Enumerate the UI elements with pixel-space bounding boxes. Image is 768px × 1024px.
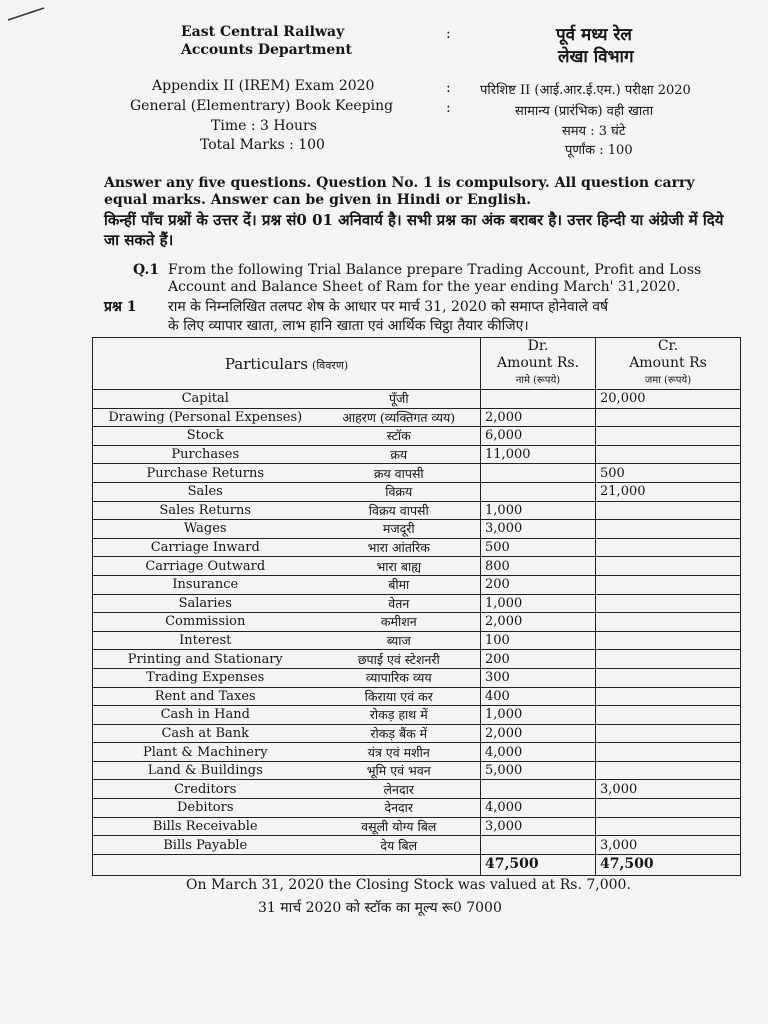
amount-cr bbox=[596, 538, 741, 557]
closing-stock-note-en: On March 31, 2020 the Closing Stock was valued at Rs. 7,000. bbox=[186, 877, 631, 893]
subject-colon: : bbox=[446, 100, 451, 116]
amount-dr: 3,000 bbox=[481, 520, 596, 539]
amount-cr bbox=[596, 817, 741, 836]
question-text-en-line2: Account and Balance Sheet of Ram for the year ending March' 31,2020. bbox=[168, 279, 681, 295]
particular-hi: रोकड़ हाथ में bbox=[318, 706, 481, 725]
amount-cr bbox=[596, 520, 741, 539]
amount-dr: 3,000 bbox=[481, 817, 596, 836]
amount-dr bbox=[481, 836, 596, 855]
amount-cr bbox=[596, 575, 741, 594]
amount-cr: 500 bbox=[596, 464, 741, 483]
particular-en: Drawing (Personal Expenses) bbox=[93, 408, 318, 427]
trial-balance-table bbox=[92, 337, 741, 876]
header-particulars-hi: (विवरण) bbox=[312, 358, 349, 372]
particular-hi: भारा आंतरिक bbox=[318, 538, 481, 557]
header-particulars-en: Particulars bbox=[224, 354, 308, 373]
table-row bbox=[93, 650, 741, 669]
particular-en: Capital bbox=[93, 390, 318, 409]
exam-title-hi: परिशिष्ट II (आई.आर.ई.एम.) परीक्षा 2020 bbox=[480, 83, 691, 98]
amount-dr bbox=[481, 464, 596, 483]
particular-en: Sales bbox=[93, 482, 318, 501]
header-colon: : bbox=[446, 26, 451, 42]
amount-dr: 200 bbox=[481, 575, 596, 594]
header-dr-amount: Amount Rs. bbox=[496, 355, 580, 371]
particular-en: Rent and Taxes bbox=[93, 687, 318, 706]
particular-hi: वेतन bbox=[318, 594, 481, 613]
closing-stock-note-hi: 31 मार्च 2020 को स्टॉक का मूल्य रू0 7000 bbox=[258, 900, 502, 916]
particular-hi: यंत्र एवं मशीन bbox=[318, 743, 481, 762]
total-label-cell bbox=[93, 854, 481, 875]
particular-hi: वसूली योग्य बिल bbox=[318, 817, 481, 836]
amount-dr: 4,000 bbox=[481, 743, 596, 762]
particular-hi: लेनदार bbox=[318, 780, 481, 799]
marks-hi: पूर्णांक : 100 bbox=[565, 143, 633, 158]
amount-cr: 20,000 bbox=[596, 390, 741, 409]
particular-hi: मजदूरी bbox=[318, 520, 481, 539]
amount-cr: 3,000 bbox=[596, 780, 741, 799]
header-dr-hi: नामे (रूपये) bbox=[515, 375, 561, 386]
amount-cr bbox=[596, 427, 741, 446]
particular-hi: रोकड़ बैंक में bbox=[318, 724, 481, 743]
question-number-en: Q.1 bbox=[133, 262, 160, 278]
org-name-en: East Central Railway bbox=[181, 24, 345, 40]
particular-en: Plant & Machinery bbox=[93, 743, 318, 762]
table-row bbox=[93, 594, 741, 613]
amount-dr: 6,000 bbox=[481, 427, 596, 446]
time-hi: समय : 3 घंटे bbox=[562, 124, 626, 139]
amount-cr bbox=[596, 557, 741, 576]
amount-cr bbox=[596, 668, 741, 687]
table-row bbox=[93, 408, 741, 427]
particular-hi: विक्रय bbox=[318, 482, 481, 501]
particular-en: Land & Buildings bbox=[93, 761, 318, 780]
amount-cr bbox=[596, 613, 741, 632]
particular-hi: छपाई एवं स्टेशनरी bbox=[318, 650, 481, 669]
dept-name-en: Accounts Department bbox=[181, 42, 352, 58]
amount-dr: 1,000 bbox=[481, 501, 596, 520]
amount-cr bbox=[596, 724, 741, 743]
amount-cr: 21,000 bbox=[596, 482, 741, 501]
amount-dr: 500 bbox=[481, 538, 596, 557]
amount-dr bbox=[481, 390, 596, 409]
particular-hi: व्यापारिक व्यय bbox=[318, 668, 481, 687]
particular-en: Commission bbox=[93, 613, 318, 632]
particular-en: Carriage Inward bbox=[93, 538, 318, 557]
table-row bbox=[93, 445, 741, 464]
particular-en: Bills Receivable bbox=[93, 817, 318, 836]
subject-en: General (Elementrary) Book Keeping bbox=[130, 98, 394, 114]
particular-en: Carriage Outward bbox=[93, 557, 318, 576]
subject-hi: सामान्य (प्रारंभिक) वही खाता bbox=[515, 104, 654, 119]
question-text-hi-line2: के लिए व्यापार खाता, लाभ हानि खाता एवं आर्थिक चिट्ठा तैयार कीजिए। bbox=[168, 318, 529, 334]
table-row bbox=[93, 464, 741, 483]
particular-hi: पूँजी bbox=[318, 390, 481, 409]
table-row bbox=[93, 743, 741, 762]
particular-en: Debitors bbox=[93, 799, 318, 818]
particular-en: Salaries bbox=[93, 594, 318, 613]
particular-en: Purchase Returns bbox=[93, 464, 318, 483]
total-row bbox=[93, 854, 741, 875]
amount-dr bbox=[481, 482, 596, 501]
particular-en: Insurance bbox=[93, 575, 318, 594]
amount-cr bbox=[596, 799, 741, 818]
header-dr-label: Dr. bbox=[527, 338, 549, 354]
table-row bbox=[93, 390, 741, 409]
particular-en: Wages bbox=[93, 520, 318, 539]
table-row bbox=[93, 761, 741, 780]
particular-hi: स्टॉक bbox=[318, 427, 481, 446]
table-row bbox=[93, 538, 741, 557]
amount-dr: 4,000 bbox=[481, 799, 596, 818]
table-row bbox=[93, 706, 741, 725]
table-row bbox=[93, 631, 741, 650]
amount-dr bbox=[481, 780, 596, 799]
particular-en: Stock bbox=[93, 427, 318, 446]
particular-en: Printing and Stationary bbox=[93, 650, 318, 669]
particular-hi: बीमा bbox=[318, 575, 481, 594]
amount-dr: 400 bbox=[481, 687, 596, 706]
dept-name-hi: लेखा विभाग bbox=[558, 47, 634, 67]
table-row bbox=[93, 817, 741, 836]
particular-en: Sales Returns bbox=[93, 501, 318, 520]
amount-dr: 1,000 bbox=[481, 706, 596, 725]
table-row bbox=[93, 520, 741, 539]
amount-dr: 2,000 bbox=[481, 724, 596, 743]
pen-stroke-mark bbox=[6, 4, 46, 24]
table-row bbox=[93, 799, 741, 818]
amount-dr: 300 bbox=[481, 668, 596, 687]
header-dr bbox=[481, 338, 596, 390]
table-row bbox=[93, 427, 741, 446]
amount-dr: 1,000 bbox=[481, 594, 596, 613]
particular-hi: देय बिल bbox=[318, 836, 481, 855]
total-dr: 47,500 bbox=[481, 854, 596, 875]
amount-cr bbox=[596, 761, 741, 780]
table-row bbox=[93, 575, 741, 594]
amount-cr bbox=[596, 706, 741, 725]
particular-en: Cash at Bank bbox=[93, 724, 318, 743]
instructions-en: Answer any five questions. Question No. 1 is compulsory. All question carry equal marks. Answer can be given in Hindi or English. bbox=[104, 175, 695, 208]
table-header-row bbox=[93, 338, 741, 390]
org-name-hi: पूर्व मध्य रेल bbox=[556, 25, 632, 45]
particular-hi: ब्याज bbox=[318, 631, 481, 650]
table-row bbox=[93, 613, 741, 632]
amount-dr: 11,000 bbox=[481, 445, 596, 464]
table-row bbox=[93, 836, 741, 855]
particular-en: Bills Payable bbox=[93, 836, 318, 855]
amount-dr: 100 bbox=[481, 631, 596, 650]
particular-hi: आहरण (व्यक्तिगत व्यय) bbox=[318, 408, 481, 427]
exam-title-en: Appendix II (IREM) Exam 2020 bbox=[152, 78, 375, 94]
amount-cr bbox=[596, 501, 741, 520]
amount-cr bbox=[596, 594, 741, 613]
particular-en: Purchases bbox=[93, 445, 318, 464]
particular-hi: भारा बाह्य bbox=[318, 557, 481, 576]
amount-cr bbox=[596, 631, 741, 650]
amount-cr bbox=[596, 743, 741, 762]
table-row bbox=[93, 780, 741, 799]
question-text-en-line1: From the following Trial Balance prepare Trading Account, Profit and Loss bbox=[168, 262, 702, 278]
particular-hi: किराया एवं कर bbox=[318, 687, 481, 706]
particular-hi: देनदार bbox=[318, 799, 481, 818]
table-row bbox=[93, 557, 741, 576]
time-en: Time : 3 Hours bbox=[211, 118, 317, 134]
table-row bbox=[93, 687, 741, 706]
amount-cr bbox=[596, 650, 741, 669]
total-cr: 47,500 bbox=[596, 854, 741, 875]
amount-dr: 2,000 bbox=[481, 613, 596, 632]
amount-cr: 3,000 bbox=[596, 836, 741, 855]
amount-dr: 200 bbox=[481, 650, 596, 669]
particular-hi: क्रय वापसी bbox=[318, 464, 481, 483]
amount-cr bbox=[596, 408, 741, 427]
particular-hi: क्रय bbox=[318, 445, 481, 464]
particular-hi: कमीशन bbox=[318, 613, 481, 632]
header-particulars bbox=[93, 338, 481, 390]
particular-en: Cash in Hand bbox=[93, 706, 318, 725]
particular-en: Creditors bbox=[93, 780, 318, 799]
instructions-hi: किन्हीं पाँच प्रश्नों के उत्तर दें। प्रश्न सं0 01 अनिवार्य है। सभी प्रश्न का अंक बराबर है। उत्तर हिन्दी या अंग्रेजी में दिये जा सकते हैं। bbox=[104, 211, 724, 249]
question-text-hi-line1: राम के निम्नलिखित तलपट शेष के आधार पर मार्च 31, 2020 को समाप्त होनेवाले वर्ष bbox=[168, 299, 609, 315]
particular-hi: विक्रय वापसी bbox=[318, 501, 481, 520]
header-cr-hi: जमा (रूपये) bbox=[644, 375, 692, 386]
header-cr-label: Cr. bbox=[657, 338, 679, 354]
exam-colon: : bbox=[446, 80, 451, 96]
particular-en: Interest bbox=[93, 631, 318, 650]
header-cr bbox=[596, 338, 741, 390]
particular-hi: भूमि एवं भवन bbox=[318, 761, 481, 780]
table-row bbox=[93, 501, 741, 520]
amount-dr: 800 bbox=[481, 557, 596, 576]
particular-en: Trading Expenses bbox=[93, 668, 318, 687]
amount-dr: 2,000 bbox=[481, 408, 596, 427]
amount-dr: 5,000 bbox=[481, 761, 596, 780]
header-cr-amount: Amount Rs bbox=[629, 355, 707, 371]
amount-cr bbox=[596, 445, 741, 464]
table-row bbox=[93, 482, 741, 501]
marks-en: Total Marks : 100 bbox=[200, 137, 325, 153]
question-number-hi: प्रश्न 1 bbox=[104, 299, 137, 315]
table-row bbox=[93, 668, 741, 687]
amount-cr bbox=[596, 687, 741, 706]
table-row bbox=[93, 724, 741, 743]
